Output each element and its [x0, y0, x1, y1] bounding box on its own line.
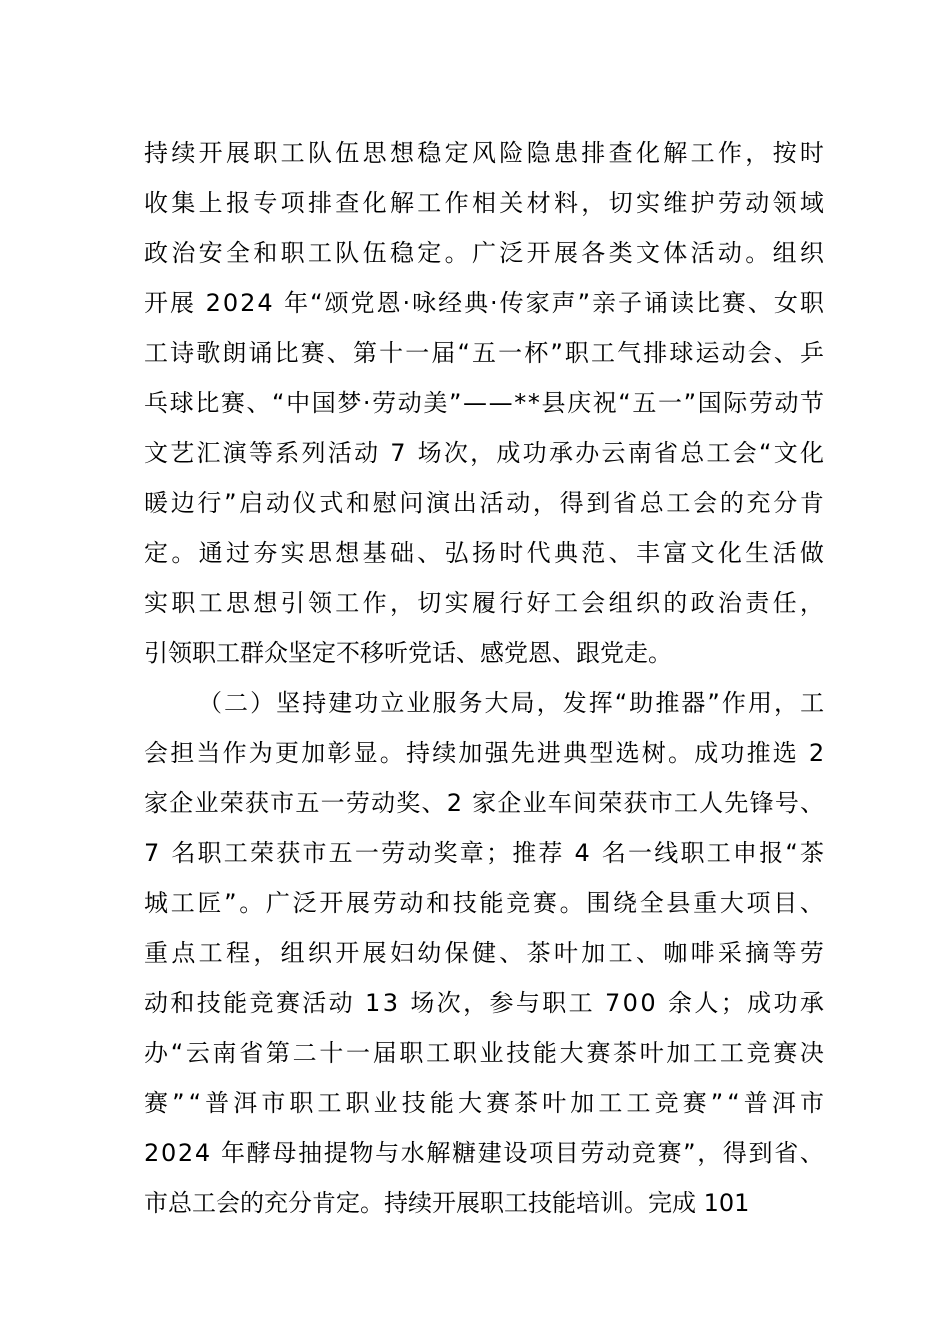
text-line: 定。通过夯实思想基础、弘扬时代典范、丰富文化生活做 — [144, 539, 828, 567]
text-line: 工诗歌朗诵比赛、第十一届“五一杯”职工气排球运动会、乒 — [144, 339, 827, 367]
text-line: 持续开展职工队伍思想稳定风险隐患排查化解工作，按时 — [144, 139, 828, 167]
text-line: 政治安全和职工队伍稳定。广泛开展各类文体活动。组织 — [144, 239, 828, 267]
text-line: 暖边行”启动仪式和慰问演出活动，得到省总工会的充分肯 — [144, 489, 827, 517]
text-line: 7 名职工荣获市五一劳动奖章；推荐 4 名一线职工申报“茶 — [144, 839, 827, 867]
document-body — [144, 128, 829, 1228]
text-line: 家企业荣获市五一劳动奖、2 家企业车间荣获市工人先锋号、 — [144, 789, 826, 817]
text-line: 乓球比赛、“中国梦·劳动美”——**县庆祝“五一”国际劳动节 — [144, 389, 826, 417]
text-line: 引领职工群众坚定不移听党话、感党恩、跟党走。 — [144, 639, 672, 667]
text-line: 会担当作为更加彰显。持续加强先进典型选树。成功推选 2 — [144, 739, 827, 767]
text-line: 市总工会的充分肯定。持续开展职工技能培训。完成 101 — [144, 1189, 750, 1217]
text-line: 实职工思想引领工作，切实履行好工会组织的政治责任， — [144, 589, 828, 617]
section-heading-line: （二）坚持建功立业服务大局，发挥“助推器”作用，工 — [198, 689, 827, 717]
text-line: 文艺汇演等系列活动 7 场次，成功承办云南省总工会“文化 — [144, 439, 827, 467]
text-line: 2024 年酵母抽提物与水解糖建设项目劳动竞赛”，得到省、 — [144, 1139, 826, 1167]
text-line: 赛”“普洱市职工职业技能大赛茶叶加工工竞赛”“普洱市 — [144, 1089, 829, 1117]
text-line: 重点工程，组织开展妇幼保健、茶叶加工、咖啡采摘等劳 — [144, 939, 828, 967]
text-line: 收集上报专项排查化解工作相关材料，切实维护劳动领域 — [144, 189, 828, 217]
text-line: 动和技能竞赛活动 13 场次，参与职工 700 余人；成功承 — [144, 989, 827, 1017]
text-line: 城工匠”。广泛开展劳动和技能竞赛。围绕全县重大项目、 — [144, 889, 827, 917]
text-line: 办“云南省第二十一届职工职业技能大赛茶叶加工工竞赛决 — [144, 1039, 827, 1067]
text-line: 开展 2024 年“颂党恩·咏经典·传家声”亲子诵读比赛、女职 — [144, 289, 826, 317]
